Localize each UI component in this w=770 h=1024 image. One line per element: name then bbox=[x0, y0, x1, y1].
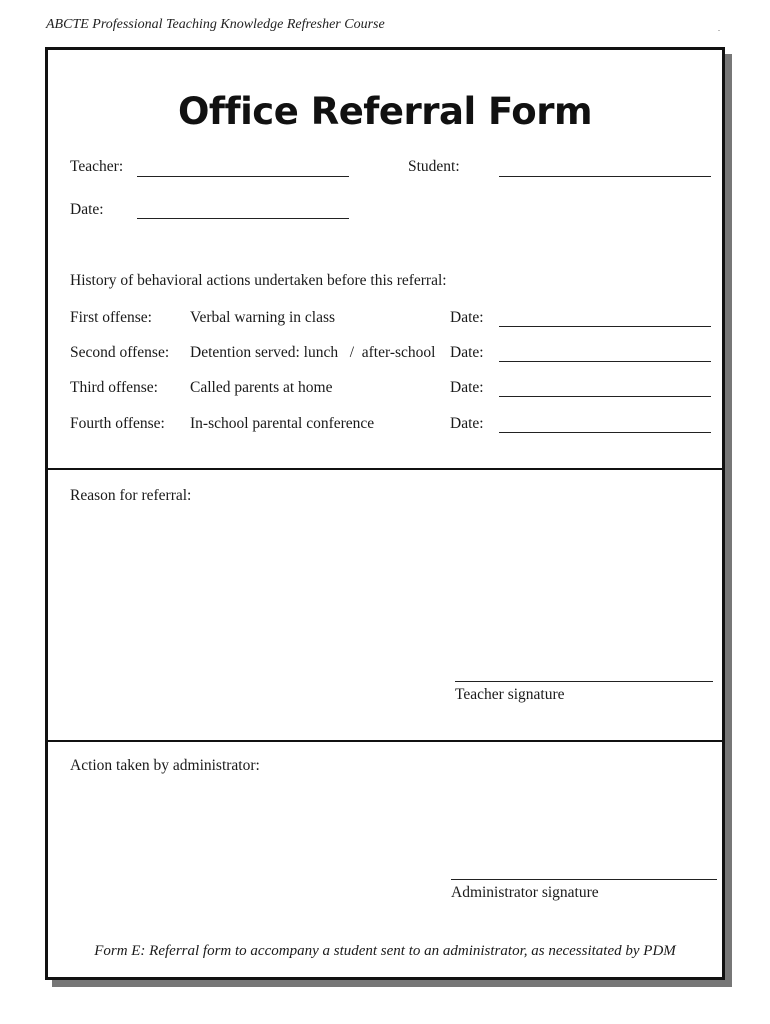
section-divider bbox=[48, 740, 722, 742]
offense-label: First offense: bbox=[70, 309, 152, 326]
offense-date-field[interactable] bbox=[499, 432, 711, 433]
teacher-signature-label: Teacher signature bbox=[455, 686, 565, 703]
offense-action: Verbal warning in class bbox=[190, 309, 336, 326]
offense-date-label: Date: bbox=[450, 379, 484, 396]
teacher-label: Teacher: bbox=[70, 158, 124, 175]
student-field[interactable] bbox=[499, 176, 711, 177]
offense-action: Called parents at home bbox=[190, 379, 333, 396]
date-label: Date: bbox=[70, 201, 104, 218]
teacher-field[interactable] bbox=[137, 176, 349, 177]
admin-signature-field[interactable] bbox=[451, 879, 717, 880]
referral-form bbox=[45, 47, 725, 980]
offense-action: In-school parental conference bbox=[190, 415, 375, 432]
corner-mark: . bbox=[718, 24, 720, 33]
teacher-signature-field[interactable] bbox=[455, 681, 713, 682]
section-divider bbox=[48, 468, 722, 470]
admin-action-label: Action taken by administrator: bbox=[70, 757, 260, 774]
offense-date-label: Date: bbox=[450, 344, 484, 361]
offense-date-field[interactable] bbox=[499, 361, 711, 362]
form-caption: Form E: Referral form to accompany a student sent to an administrator, as necessitated by PDM bbox=[94, 943, 676, 959]
offense-date-label: Date: bbox=[450, 415, 484, 432]
offense-date-label: Date: bbox=[450, 309, 484, 326]
offense-action: Detention served: lunch / after-school bbox=[190, 344, 436, 361]
offense-label: Fourth offense: bbox=[70, 415, 165, 432]
offense-label: Second offense: bbox=[70, 344, 170, 361]
offense-date-field[interactable] bbox=[499, 326, 711, 327]
form-title: Office Referral Form bbox=[177, 90, 593, 133]
offense-date-field[interactable] bbox=[499, 396, 711, 397]
course-header: ABCTE Professional Teaching Knowledge Refresher Course bbox=[46, 17, 385, 32]
date-field[interactable] bbox=[137, 218, 349, 219]
admin-signature-label: Administrator signature bbox=[451, 884, 599, 901]
student-label: Student: bbox=[408, 158, 460, 175]
reason-label: Reason for referral: bbox=[70, 487, 192, 504]
offense-label: Third offense: bbox=[70, 379, 158, 396]
history-heading: History of behavioral actions undertaken before this referral: bbox=[70, 272, 447, 289]
